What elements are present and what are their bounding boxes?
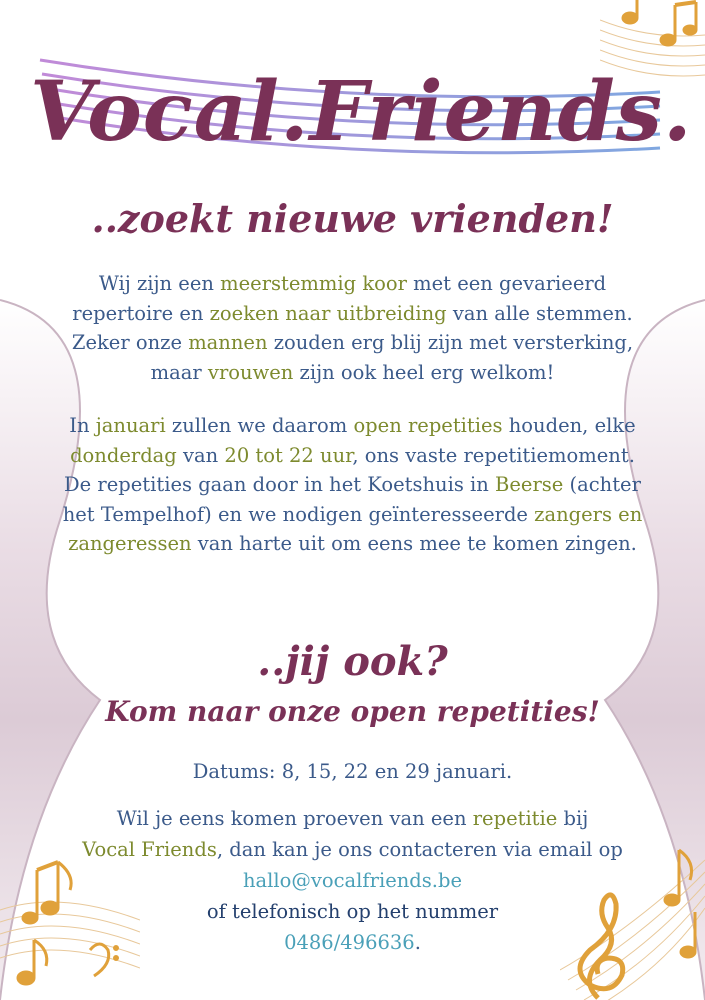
contact-line1-c: bij (557, 807, 589, 830)
heading-jij-ook: ..jij ook? (257, 638, 448, 685)
phone-number[interactable]: 0486/496636 (284, 931, 415, 954)
paragraph1-segment: zijn ook heel erg welkom! (293, 360, 555, 384)
music-notes-bottom-right (560, 840, 705, 1000)
email-link[interactable]: hallo@vocalfriends.be (242, 869, 463, 892)
contact-phone-intro: of telefonisch op het nummer (206, 900, 499, 923)
paragraph1-segment: van alle stemmen. Zeker onze (71, 301, 633, 355)
dates-line (0, 760, 705, 783)
contact-choir-name: Vocal Friends (82, 838, 217, 861)
paragraph1-segment: zoeken naar uitbreiding (209, 301, 447, 325)
tagline: ..zoekt nieuwe vrienden! (91, 196, 614, 241)
paragraph2-segment: zangers en zangeressen (68, 502, 643, 556)
contact-line1-a: Wil je eens komen proeven van een (116, 807, 473, 830)
contact-line2-b: , dan kan je ons contacteren via email op (216, 838, 623, 861)
paragraph1-segment: Wij zijn een (98, 272, 221, 295)
contact-block (60, 803, 645, 958)
paragraph2-segment: houden, elke (502, 414, 636, 437)
paragraph2-segment: Beerse (495, 473, 564, 497)
logo (30, 40, 693, 180)
paragraph1-segment: vrouwen (207, 360, 294, 384)
rehearsal-paragraph (60, 411, 645, 559)
bass-clef-icon (90, 944, 109, 976)
paragraph2-segment: januari (95, 414, 166, 437)
dates-value: 8, 15, 22 en 29 januari. (281, 760, 513, 783)
heading-open-repetities: Kom naar onze open repetities! (105, 695, 600, 728)
phone-suffix: . (414, 931, 421, 954)
paragraph2-segment: 20 tot 22 uur (224, 443, 353, 467)
paragraph2-segment: van harte uit om eens mee te komen zingen. (191, 532, 637, 556)
intro-paragraph (60, 269, 645, 387)
paragraph2-segment: In (69, 414, 96, 437)
paragraph2-segment: (achter het Tempelhof) en we nodigen geïnteresseerde (62, 473, 641, 526)
paragraph2-segment: , ons vaste repetitiemoment. De repetities gaan door in het Koetshuis in (64, 443, 635, 497)
paragraph2-segment: zullen we daarom (165, 414, 354, 437)
contact-line1-b: repetitie (472, 807, 558, 830)
paragraph1-segment: mannen (188, 331, 268, 355)
music-notes-bottom-left (0, 850, 140, 1000)
treble-clef-icon (580, 895, 623, 998)
paragraph2-segment: donderdag (70, 443, 177, 467)
music-note-icon (41, 901, 59, 915)
paragraph1-segment: zouden erg blij zijn met versterking, maar (150, 331, 634, 384)
paragraph1-segment: meerstemmig koor (220, 272, 407, 295)
dates-label: Datums: (192, 760, 282, 783)
paragraph1-segment: met een gevarieerd repertoire en (72, 272, 607, 325)
paragraph2-segment: van (176, 443, 225, 467)
logo-text: Vocal.Friends. (30, 64, 693, 160)
paragraph2-segment: open repetities (353, 414, 503, 437)
